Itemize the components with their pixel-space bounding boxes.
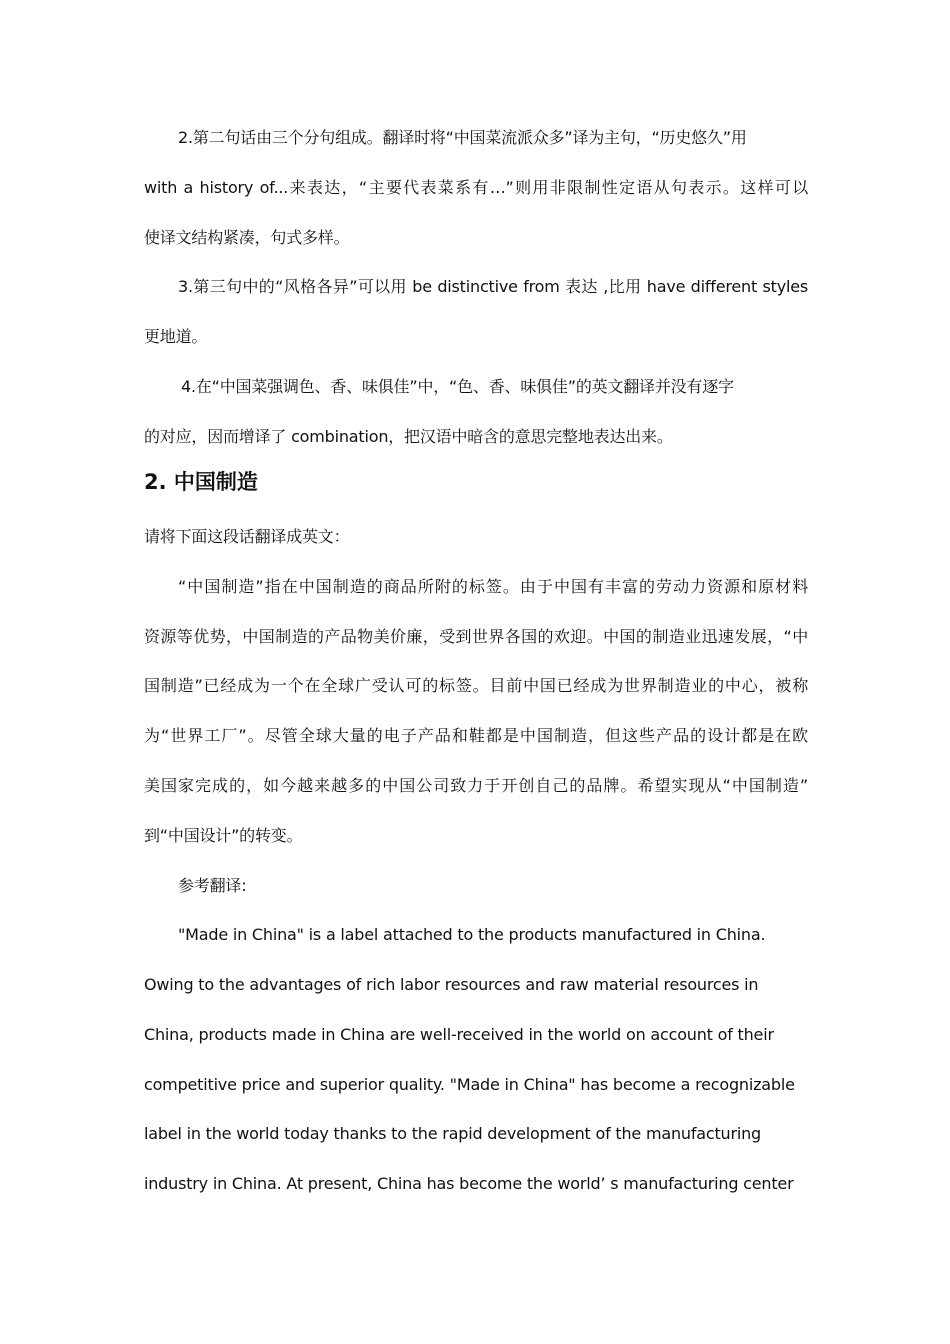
section-heading: 2. 中国制造 [144,470,258,494]
translation-line-6: industry in China. At present, China has become the world’ s manufacturing center [144,1174,794,1193]
source-paragraph-line-5: 美国家完成的，如今越来越多的中国公司致力于开创自己的品牌。希望实现从“中国制造” [144,776,808,795]
note-2-line-2: with a history of...来表达，“主要代表菜系有…”则用非限制性定语从句表示。这样可以 [144,178,808,197]
note-3-line-1: 3.第三句中的“风格各异”可以用 be distinctive from 表达 ,比用 have different styles [178,277,808,296]
note-2-line-3: 使译文结构紧凑，句式多样。 [144,228,350,247]
translation-line-1: "Made in China" is a label attached to the products manufactured in China. [178,925,766,944]
note-4-line-2: 的对应，因而增译了 combination，把汉语中暗含的意思完整地表达出来。 [144,427,673,446]
translation-line-4: competitive price and superior quality. "Made in China" has become a recognizable [144,1075,795,1094]
source-paragraph-line-6: 到“中国设计”的转变。 [144,826,303,845]
source-paragraph-line-1: “中国制造”指在中国制造的商品所附的标签。由于中国有丰富的劳动力资源和原材料 [178,577,808,596]
translation-line-3: China, products made in China are well-received in the world on account of their [144,1025,774,1044]
reference-translation-label: 参考翻译: [178,876,247,895]
source-paragraph-line-2: 资源等优势，中国制造的产品物美价廉，受到世界各国的欢迎。中国的制造业迅速发展，“中 [144,627,808,646]
source-paragraph-line-4: 为“世界工厂”。尽管全球大量的电子产品和鞋都是中国制造，但这些产品的设计都是在欧 [144,726,808,745]
instruction-text: 请将下面这段话翻译成英文： [144,527,350,546]
translation-line-5: label in the world today thanks to the rapid development of the manufacturing [144,1124,762,1143]
translation-line-2: Owing to the advantages of rich labor resources and raw material resources in [144,975,759,994]
note-3-line-2: 更地道。 [144,327,208,346]
note-2-line-1: 2.第二句话由三个分句组成。翻译时将“中国菜流派众多”译为主句，“历史悠久”用 [178,128,747,147]
note-4-line-1: 4.在“中国菜强调色、香、味俱佳”中，“色、香、味俱佳”的英文翻译并没有逐字 [181,377,734,396]
source-paragraph-line-3: 国制造”已经成为一个在全球广受认可的标签。目前中国已经成为世界制造业的中心，被称 [144,676,808,695]
